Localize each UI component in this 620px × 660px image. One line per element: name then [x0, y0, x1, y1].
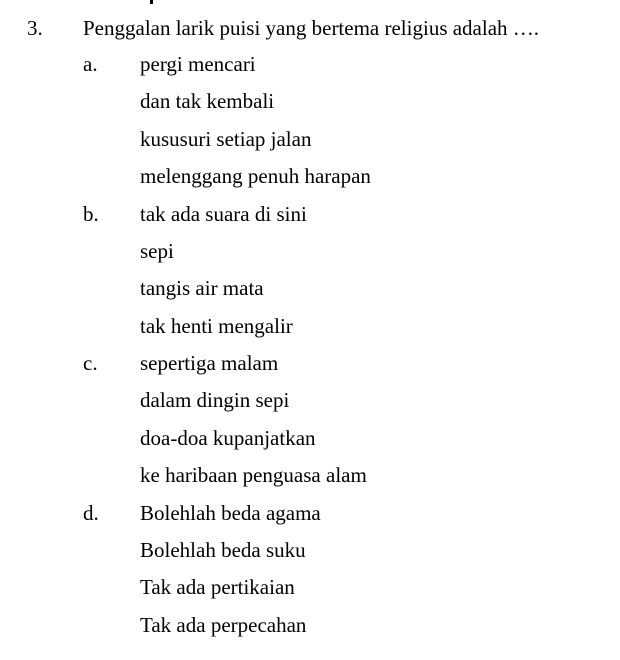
option-b[interactable]	[0, 200, 620, 350]
poem-line: tak ada suara di sini	[140, 201, 307, 226]
poem-line: sepertiga malam	[140, 351, 279, 375]
poem-line: sepi	[140, 238, 174, 263]
poem-line: dalam dingin sepi	[140, 388, 290, 413]
question-number: 3.	[27, 16, 43, 40]
poem-line: kususuri setiap jalan	[140, 126, 312, 151]
option-letter: a.	[83, 52, 98, 76]
poem-line: Tak ada pertikaian	[140, 575, 295, 600]
poem-line: pergi mencari	[140, 52, 256, 76]
option-letter: d.	[83, 500, 99, 525]
answer-options	[0, 50, 620, 648]
option-a[interactable]	[0, 50, 620, 200]
question-text: Penggalan larik puisi yang bertema religius adalah ….	[83, 16, 540, 40]
poem-line: tak henti mengalir	[140, 313, 293, 338]
option-c[interactable]	[0, 349, 620, 499]
poem-lines	[140, 200, 307, 350]
poem-line: Bolehlah beda suku	[140, 537, 306, 562]
poem-line: Tak ada perpecahan	[140, 612, 307, 637]
poem-line: ke haribaan penguasa alam	[140, 463, 367, 488]
poem-lines	[140, 499, 321, 649]
poem-line: doa-doa kupanjatkan	[140, 425, 316, 450]
poem-lines	[140, 50, 371, 200]
poem-line: dan tak kembali	[140, 89, 275, 114]
option-letter: c.	[83, 351, 98, 375]
poem-line: melenggang penuh harapan	[140, 164, 371, 189]
poem-line: tangis air mata	[140, 276, 264, 301]
poem-line: Bolehlah beda agama	[140, 500, 321, 525]
option-d[interactable]	[0, 499, 620, 649]
poem-lines	[140, 349, 367, 499]
option-letter: b.	[83, 201, 99, 226]
